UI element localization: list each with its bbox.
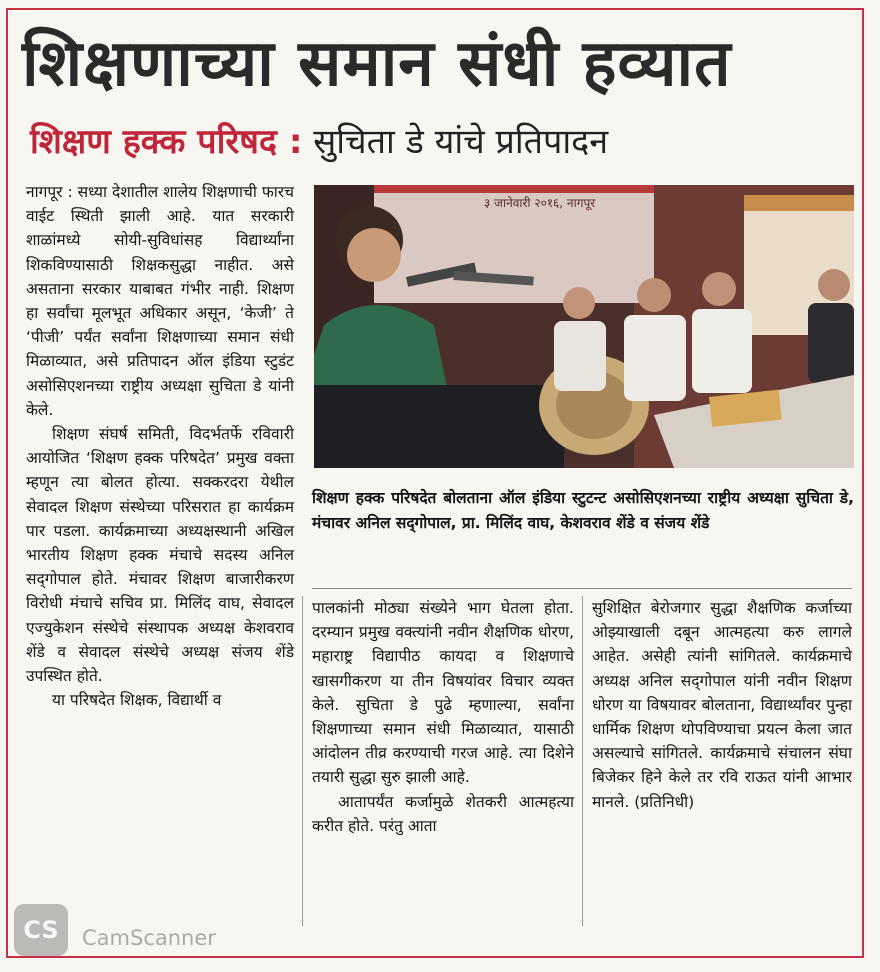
banner-text: ३ जानेवारी २०१६, नागपूर <box>484 196 596 210</box>
column-divider <box>582 596 583 926</box>
camscanner-watermark <box>14 900 254 956</box>
column-1 <box>26 180 294 712</box>
paragraph: आतापर्यंत कर्जामुळे शेतकरी आत्महत्या करीत होते. परंतु आता <box>312 792 574 835</box>
paragraph: या परिषदेत शिक्षक, विद्यार्थी व <box>52 691 222 710</box>
subhead-label: शिक्षण हक्क परिषद : <box>30 122 303 162</box>
event-photo-illustration <box>314 185 854 468</box>
camscanner-logo: CS <box>14 904 68 956</box>
paragraph: नागपूर : सध्या देशातील शालेय शिक्षणाची फारच वाईट स्थिती झाली आहे. यात सरकारी शाळांमध्ये सोयी-सुविधांसह विद्यार्थ्यांना शिकविण्यासाठी शिक्षकसुद्धा नाहीत. असे असताना सरकार याबाबत गंभीर नाही. शिक्षण हा सर्वांचा मूलभूत अधिकार असून, ‘केजी’ ते ‘पीजी’ पर्यंत सर्वांना शिक्षणाच्या समान संधी मिळाव्यात, असे प्रतिपादन ऑल इंडिया स्टुडंट असोसिएशनच्या राष्ट्रीय अध्यक्षा सुचिता डे यांनी केले. <box>26 183 294 419</box>
column-2 <box>312 596 574 838</box>
column-divider <box>302 596 303 926</box>
paragraph: सुशिक्षित बेरोजगार सुद्धा शैक्षणिक कर्जाच्या ओझ्याखाली दबून आत्महत्या करु लागले आहेत. असेही त्यांनी सांगितले. कार्यक्रमाचे अध्यक्ष अनिल सद्‌गोपाल यांनी नवीन शिक्षण धोरण या विषयावर बोलताना, विद्यार्थ्यांवर पुन्हा धार्मिक शिक्षण थोपविण्याचा प्रयत्न केला जात असल्याचे सांगितले. कार्यक्रमाचे संचालन संघा बिजेकर हिने केले तर रवि राऊत यांनी आभार मानले. (प्रतिनिधी) <box>592 599 852 811</box>
column-3 <box>592 596 852 814</box>
paragraph: शिक्षण संघर्ष समिती, विदर्भतर्फे रविवारी आयोजित ‘शिक्षण हक्क परिषदेत’ प्रमुख वक्ता म्हणून त्या बोलत होत्या. सक्करदरा येथील सेवादल शिक्षण संस्थेच्या परिसरात हा कार्यक्रम पार पडला. कार्यक्रमाच्या अध्यक्षस्थानी अखिल भारतीय शिक्षण हक्क मंचाचे सदस्य अनिल सद्‌गोपाल होते. मंचावर शिक्षण बाजारीकरण विरोधी मंचाचे सचिव प्रा. मिलिंद वाघ, सेवादल एज्युकेशन संस्थेचे संस्थापक अध्यक्ष केशवराव शेंडे व सेवादल संस्थेचे अध्यक्ष संजय शेंडे उपस्थित होते. <box>26 425 294 686</box>
photo-caption: शिक्षण हक्क परिषदेत बोलताना ऑल इंडिया स्टुटन्ट असोसिएशनच्या राष्ट्रीय अध्यक्षा सुचिता डे, मंचावर अनिल सद्‌गोपाल, प्रा. मिलिंद वाघ, केशवराव शेंडे व संजय शेंडे <box>312 489 854 532</box>
event-photo <box>314 185 854 468</box>
paragraph: पालकांनी मोठ्या संख्येने भाग घेतला होता. दरम्यान प्रमुख वक्त्यांनी नवीन शैक्षणिक धोरण, महाराष्ट्र विद्यापीठ कायदा व शिक्षणाचे खासगीकरण या तीन विषयांवर विचार व्यक्त केले. सुचिता डे पुढे म्हणाल्या, सर्वांना शिक्षणाच्या समान संधी मिळाव्यात, यासाठी आंदोलन तीव्र करण्याची गरज आहे. त्या दिशेने तयारी सुद्धा सुरु झाली आहे. <box>312 599 574 787</box>
headline: शिक्षणाच्या समान संधी हव्यात <box>22 27 732 101</box>
camscanner-text: CamScanner <box>82 926 216 950</box>
subhead-text: सुचिता डे यांचे प्रतिपादन <box>302 122 609 162</box>
caption-rule <box>312 588 852 589</box>
subheadline <box>30 118 608 166</box>
